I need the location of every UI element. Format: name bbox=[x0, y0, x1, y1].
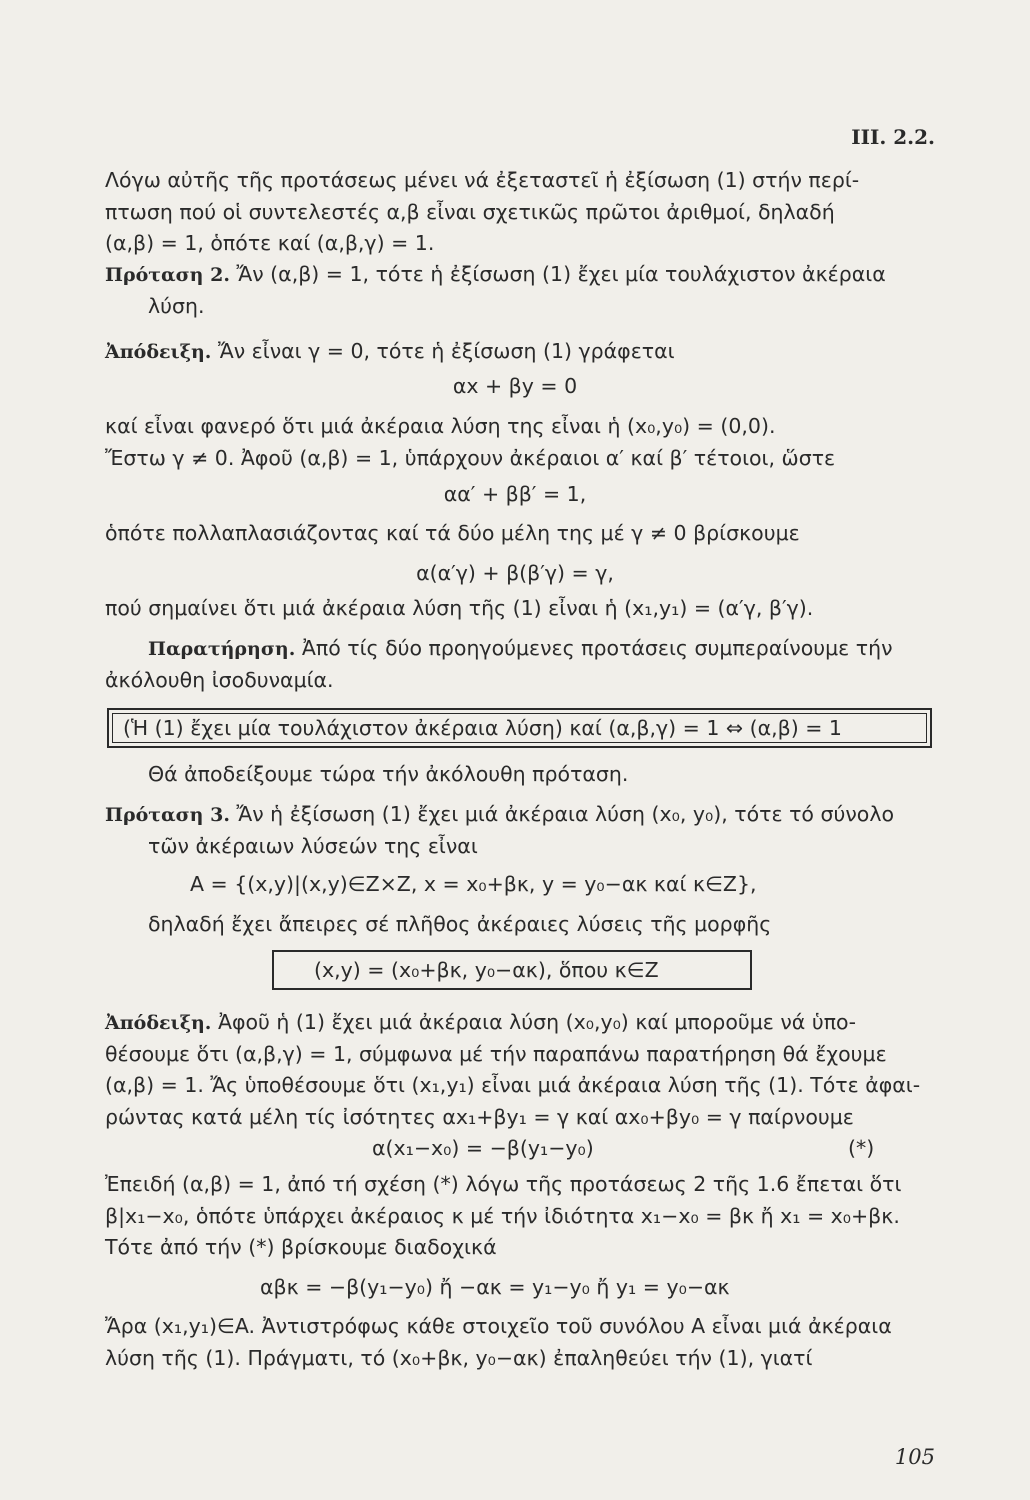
set-definition: A = {(x,y)|(x,y)∈Z×Z, x = x₀+βκ, y = y₀−ακ καί κ∈Z}, bbox=[190, 872, 757, 896]
paragraph-line: β|x₁−x₀, ὁπότε ὑπάρχει ἀκέραιος κ μέ τήν ἰδιότητα x₁−x₀ = βκ ἤ x₁ = x₀+βκ. bbox=[105, 1204, 900, 1228]
paragraph-line: Ἔστω γ ≠ 0. Ἀφοῦ (α,β) = 1, ὑπάρχουν ἀκέραιοι α′ καί β′ τέτοιοι, ὥστε bbox=[105, 446, 836, 470]
paragraph-line: Λόγω αὐτῆς τῆς προτάσεως μένει νά ἐξεταστεῖ ἡ ἐξίσωση (1) στήν περί- bbox=[105, 168, 860, 192]
proposition-3: Πρόταση 3. Ἄν ἡ ἐξίσωση (1) ἔχει μιά ἀκέραια λύση (x₀, y₀), τότε τό σύνολο bbox=[105, 802, 894, 826]
equation-tag: (*) bbox=[848, 1136, 875, 1160]
paragraph-line: ὁπότε πολλαπλασιάζοντας καί τά δύο μέλη της μέ γ ≠ 0 βρίσκουμε bbox=[105, 521, 800, 545]
equation: α(x₁−x₀) = −β(y₁−y₀) bbox=[372, 1136, 594, 1160]
proof-label: Ἀπόδειξη. bbox=[105, 1012, 212, 1034]
paragraph-line: πού σημαίνει ὅτι μιά ἀκέραια λύση τῆς (1) εἶναι ἡ (x₁,y₁) = (α′γ, β′γ). bbox=[105, 596, 814, 620]
boxed-equivalence: (Ἡ (1) ἔχει μία τουλάχιστον ἀκέραια λύση) καί (α,β,γ) = 1 ⇔ (α,β) = 1 bbox=[107, 708, 932, 748]
paragraph-line: Ἐπειδή (α,β) = 1, ἀπό τή σχέση (*) λόγω τῆς προτάσεως 2 τῆς 1.6 ἔπεται ὅτι bbox=[105, 1172, 902, 1196]
paragraph-line: (α,β) = 1. Ἄς ὑποθέσουμε ὅτι (x₁,y₁) εἶναι μιά ἀκέραια λύση τῆς (1). Τότε ἀφαι- bbox=[105, 1073, 921, 1097]
equation: αx + βy = 0 bbox=[452, 374, 578, 398]
paragraph-line: λύση τῆς (1). Πράγματι, τό (x₀+βκ, y₀−ακ) ἐπαληθεύει τήν (1), γιατί bbox=[105, 1346, 813, 1370]
paragraph-line: ἀκόλουθη ἰσοδυναμία. bbox=[105, 668, 334, 692]
equation: αβκ = −β(y₁−y₀) ἤ −ακ = y₁−y₀ ἤ y₁ = y₀−ακ bbox=[260, 1275, 730, 1299]
proof-2: Ἀπόδειξη. Ἀφοῦ ἡ (1) ἔχει μιά ἀκέραια λύση (x₀,y₀) καί μποροῦμε νά ὑπο- bbox=[105, 1010, 856, 1034]
paragraph-line: λύση. bbox=[148, 294, 205, 318]
proposition-label: Πρόταση 3. bbox=[105, 804, 230, 826]
section-number: III. 2.2. bbox=[851, 125, 935, 149]
paragraph-line: Ἄρα (x₁,y₁)∈A. Ἀντιστρόφως κάθε στοιχεῖο τοῦ συνόλου A εἶναι μιά ἀκέραια bbox=[105, 1314, 892, 1338]
paragraph-line: ρώντας κατά μέλη τίς ἰσότητες αx₁+βy₁ = γ καί αx₀+βy₀ = γ παίρνουμε bbox=[105, 1105, 854, 1129]
paragraph-line: Θά ἀποδείξουμε τώρα τήν ἀκόλουθη πρόταση. bbox=[148, 762, 629, 786]
equation: α(α′γ) + β(β′γ) = γ, bbox=[416, 561, 614, 585]
page-number: 105 bbox=[894, 1445, 935, 1469]
remark-label: Παρατήρηση. bbox=[148, 638, 296, 660]
proposition-label: Πρόταση 2. bbox=[105, 264, 230, 286]
paragraph-line: δηλαδή ἔχει ἄπειρες σέ πλῆθος ἀκέραιες λύσεις τῆς μορφῆς bbox=[148, 912, 772, 936]
remark: Παρατήρηση. Ἀπό τίς δύο προηγούμενες προτάσεις συμπεραίνουμε τήν bbox=[148, 636, 893, 660]
boxed-general-solution: (x,y) = (x₀+βκ, y₀−ακ), ὅπου κ∈Z bbox=[272, 950, 752, 990]
paragraph-line: (α,β) = 1, ὁπότε καί (α,β,γ) = 1. bbox=[105, 231, 435, 255]
equation: αα′ + ββ′ = 1, bbox=[443, 482, 587, 506]
paragraph-line: πτωση πού οἱ συντελεστές α,β εἶναι σχετικῶς πρῶτοι ἀριθμοί, δηλαδή bbox=[105, 200, 835, 224]
proof-1: Ἀπόδειξη. Ἄν εἶναι γ = 0, τότε ἡ ἐξίσωση (1) γράφεται bbox=[105, 339, 675, 363]
paragraph-line: Τότε ἀπό τήν (*) βρίσκουμε διαδοχικά bbox=[105, 1235, 497, 1259]
proof-label: Ἀπόδειξη. bbox=[105, 341, 212, 363]
paragraph-line: τῶν ἀκέραιων λύσεών της εἶναι bbox=[148, 834, 478, 858]
proposition-2: Πρόταση 2. Ἄν (α,β) = 1, τότε ἡ ἐξίσωση (1) ἔχει μία τουλάχιστον ἀκέραια bbox=[105, 262, 886, 286]
paragraph-line: θέσουμε ὅτι (α,β,γ) = 1, σύμφωνα μέ τήν παραπάνω παρατήρηση θά ἔχουμε bbox=[105, 1042, 887, 1066]
paragraph-line: καί εἶναι φανερό ὅτι μιά ἀκέραια λύση της εἶναι ἡ (x₀,y₀) = (0,0). bbox=[105, 414, 776, 438]
